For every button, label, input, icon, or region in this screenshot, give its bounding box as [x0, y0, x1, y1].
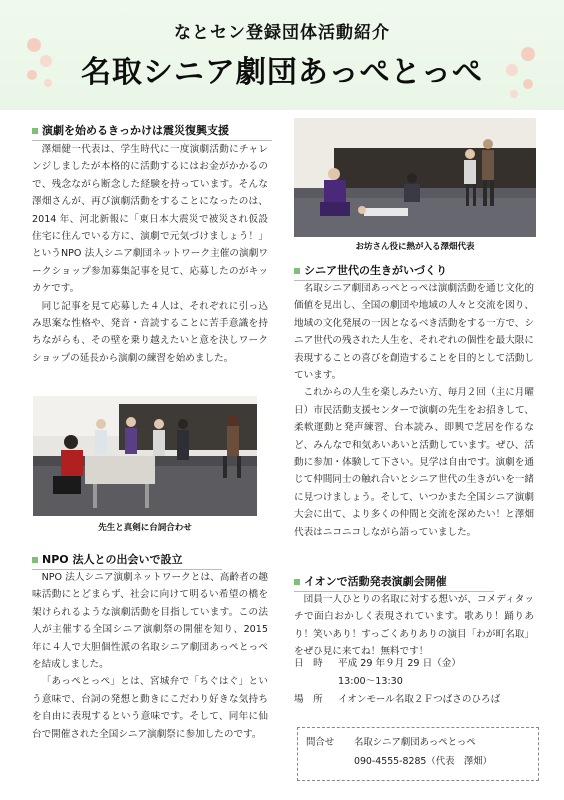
- photo-caption-1: お坊さん役に熱が入る澤畑代表: [355, 242, 475, 252]
- paragraph: 澤畑健一代表は、学生時代に一度演劇活動にチャレンジしましたが本格的に活動するにはお金がかかるので、残念ながら断念した経験を持っています。そんな澤畑さんが、再び演劇活動をすることになったのは、2014 年、河北新報に「東日本大震災で被災され仮設住宅に住んでいる方に、演劇で元気づけましょう！」というNPO 法人シニア劇団ネットワーク主催の演劇ワークショップ参加募集記事を見て、応募したのがキッカケです。: [32, 144, 268, 295]
- section-body-event: [294, 591, 534, 661]
- contact-phone: 090-4555-8285（代表 澤畑）: [354, 756, 493, 767]
- event-place-value: イオンモール名取２Ｆつばさのひろば: [338, 694, 501, 705]
- paragraph: 同じ記事を見て応募した４人は、それぞれに引っ込み思案な性格や、発音・音読することに苦手意識を持ちながらも、その壁を乗り越えたいと意を決しワークショップの延長から演劇の練習を始めました。: [32, 300, 268, 364]
- section-body-start: [32, 141, 268, 367]
- paragraph: 団員一人ひとりの名取に対する想いが、コメディタッチで面白おかしく表現されています。歌あり！踊りあり！笑いあり！すっごくありありの演目「わが町名取」をぜひ見に来てね！無料です！: [294, 594, 534, 658]
- section-heading-senior: シニア世代の生きがいづくり: [294, 262, 494, 278]
- paragraph: 「あっぺとっぺ」とは、宮城弁で「ちぐはぐ」という意味で、台詞の発想と動きにこだわり好きな気持ちを自由に表現するという意味です。そして、同年に仙台で開催された全国シニア演劇祭に参加したのです。: [32, 676, 268, 740]
- photo-monk-role: [294, 118, 536, 237]
- photo-script-reading: [33, 396, 257, 516]
- heading-marker-icon: [32, 128, 38, 134]
- paragraph: NPO 法人シニア演劇ネットワークとは、高齢者の趣味活動にとどまらず、社会に向けて明るい希望の橋を架けられるような演劇活動を目指しています。この法人が主催する全国シニア演劇祭の開催を知り、2015 年に４人で大胆個性派の名取シニア劇団あっぺとっぺを結成しました。: [32, 572, 268, 671]
- photo-caption-2: 先生と真剣に台詞合わせ: [98, 523, 192, 533]
- contact-label: 問合せ: [306, 737, 335, 748]
- heading-marker-icon: [294, 268, 300, 274]
- heading-marker-icon: [32, 557, 38, 563]
- section-heading-start: 演劇を始めるきっかけは震災復興支援: [32, 122, 272, 138]
- event-date-label: 日 時: [294, 658, 323, 669]
- section-body-senior: [294, 280, 534, 541]
- section-heading-event: イオンで活動発表演劇会開催: [294, 573, 494, 589]
- event-date-row: [294, 655, 534, 672]
- event-date-value: 平成 29 年９月 29 日（金）: [338, 658, 461, 669]
- section-body-npo: [32, 569, 268, 743]
- header-banner: [0, 0, 564, 110]
- event-time-row: [338, 673, 538, 690]
- event-place-label: 場 所: [294, 694, 323, 705]
- contact-box: [297, 727, 539, 781]
- header-subtitle: なとセン登録団体活動紹介: [174, 23, 390, 43]
- paragraph: これからの人生を楽しみたい方、毎月２回（主に月曜日）市民活動支援センターで演劇の先生をお招きして、柔軟運動と発声練習、台本読み、即興で芝居を作るなど、みんなで和気あいあいと活動しています。ぜひ、活動に参加・体験して下さい。見学は自由です。演劇を通じて仲間同士の触れ合いとシニア世代の生きがいを一緒に見つけましょう。そして、いつかまた全国シニア演劇大会に出て、より多くの仲間と交流を深めたい！と澤畑代表はニコニコしながら語っていました。: [294, 387, 534, 538]
- header-title: 名取シニア劇団あっぺとっぺ: [80, 55, 484, 90]
- event-time-value: 13:00～13:30: [338, 676, 403, 687]
- event-place-row: [294, 691, 544, 708]
- paragraph: 名取シニア劇団あっぺとっぺは演劇活動を通じ文化的価値を見出し、全国の劇団や地域の人々と交流を図り、地域の文化発展の一因となるべき活動をする一方で、シニア世代の残された人生を、それぞれの個性を最大限に表現することの喜びを創造することを目的として活動しています。: [294, 283, 534, 382]
- heading-marker-icon: [294, 579, 300, 585]
- section-heading-npo: NPO 法人との出会いで設立: [32, 551, 222, 567]
- contact-name: 名取シニア劇団あっぺとっぺ: [354, 737, 476, 748]
